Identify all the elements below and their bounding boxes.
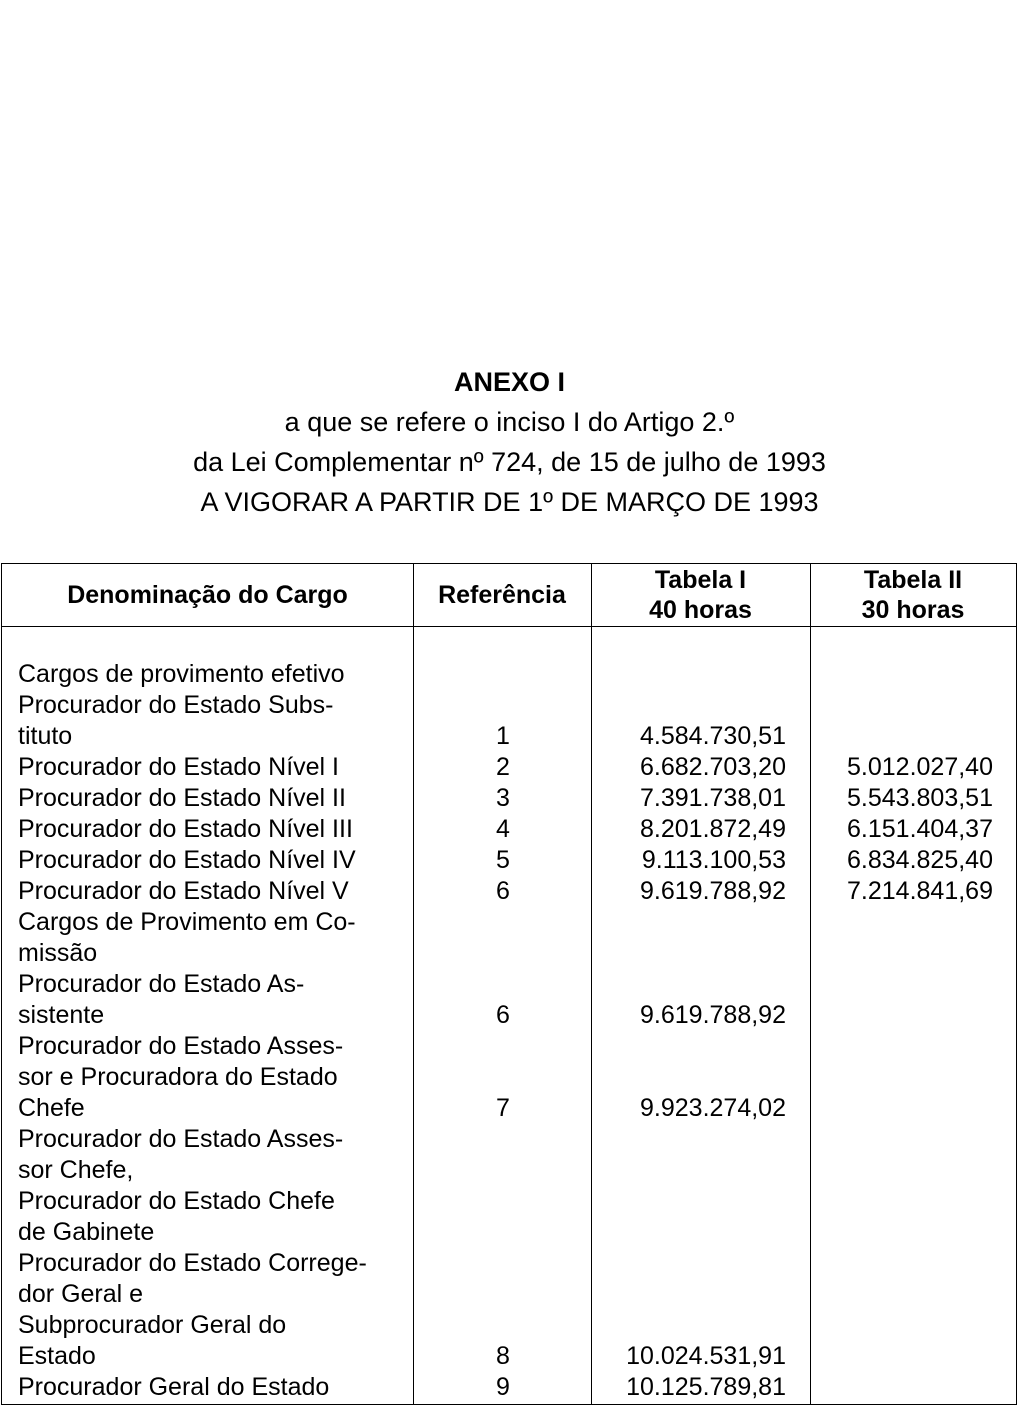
table-row (2, 1062, 1016, 1093)
header-tabela-1 (591, 564, 810, 626)
tabela-1-value: 9.113.100,53 (641, 846, 786, 874)
table-row (2, 721, 1016, 752)
cargo-name: Estado (18, 1342, 96, 1370)
cargo-name: Cargos de Provimento em Co- (18, 908, 356, 936)
referencia-value: 9 (496, 1373, 510, 1401)
header-referencia: Referência (438, 581, 566, 609)
cargo-name: Procurador do Estado Chefe (18, 1187, 335, 1215)
table-row (2, 876, 1016, 907)
referencia-value: 3 (496, 784, 510, 812)
salary-table (1, 563, 1017, 1405)
cargo-name: sor Chefe, (18, 1156, 134, 1184)
cargo-name: tituto (18, 722, 73, 750)
table-row (2, 1217, 1016, 1248)
table-row (2, 1341, 1016, 1372)
table-row (2, 1093, 1016, 1124)
document-heading (0, 362, 1019, 522)
tabela-1-value: 4.584.730,51 (640, 722, 786, 750)
tabela-1-value: 7.391.738,01 (640, 784, 786, 812)
heading-line-1: a que se refere o inciso I do Artigo 2.º (284, 407, 735, 437)
cargo-name: Subprocurador Geral do (18, 1311, 287, 1339)
referencia-value: 8 (496, 1342, 510, 1370)
header-divider (2, 626, 1016, 627)
heading-line-2: da Lei Complementar nº 724, de 15 de julho de 1993 (193, 447, 826, 477)
cargo-name: Procurador do Estado Subs- (18, 691, 334, 719)
cargo-name: de Gabinete (18, 1218, 155, 1246)
cargo-name: Procurador do Estado Nível IV (18, 846, 356, 874)
annex-title: ANEXO I (453, 367, 566, 397)
table-row (2, 969, 1016, 1000)
cargo-name: dor Geral e (18, 1280, 144, 1308)
referencia-value: 4 (496, 815, 510, 843)
referencia-value: 2 (496, 753, 510, 781)
cargo-name: Chefe (18, 1094, 85, 1122)
table-row (2, 1248, 1016, 1279)
cargo-name: Procurador do Estado As- (18, 970, 305, 998)
table-row (2, 659, 1016, 690)
tabela-1-value: 8.201.872,49 (640, 815, 786, 843)
heading-line-3: A VIGORAR A PARTIR DE 1º DE MARÇO DE 1993 (200, 487, 819, 517)
table-row (2, 1372, 1016, 1403)
header-tabela-1-hours: 40 horas (649, 596, 752, 624)
header-tabela-1-title: Tabela I (654, 566, 747, 594)
cargo-name: Procurador do Estado Correge- (18, 1249, 367, 1277)
tabela-2-value: 5.012.027,40 (847, 753, 993, 781)
table-row (2, 690, 1016, 721)
table-row (2, 1000, 1016, 1031)
cargo-name: Procurador do Estado Nível II (18, 784, 346, 812)
header-cargo: Denominação do Cargo (67, 581, 348, 609)
cargo-name: sistente (18, 1001, 105, 1029)
tabela-2-value: 7.214.841,69 (847, 877, 993, 905)
table-row (2, 1031, 1016, 1062)
cargo-name: sor e Procuradora do Estado (18, 1063, 338, 1091)
table-row (2, 1155, 1016, 1186)
cargo-name: Procurador do Estado Asses- (18, 1125, 344, 1153)
tabela-1-value: 10.024.531,91 (626, 1342, 786, 1370)
table-row (2, 752, 1016, 783)
tabela-1-value: 9.619.788,92 (640, 877, 786, 905)
tabela-1-value: 6.682.703,20 (640, 753, 786, 781)
table-row (2, 845, 1016, 876)
cargo-name: Procurador do Estado Nível V (18, 877, 349, 905)
cargo-name: Procurador do Estado Nível III (18, 815, 353, 843)
tabela-1-value: 9.923.274,02 (640, 1094, 786, 1122)
table-row (2, 814, 1016, 845)
cargo-name: Procurador do Estado Asses- (18, 1032, 344, 1060)
header-tabela-2-title: Tabela II (863, 566, 963, 594)
referencia-value: 1 (496, 722, 510, 750)
cargo-name: Procurador Geral do Estado (18, 1373, 330, 1401)
tabela-2-value: 6.151.404,37 (847, 815, 993, 843)
table-row (2, 1279, 1016, 1310)
cargo-name: missão (18, 939, 98, 967)
header-tabela-2-hours: 30 horas (861, 596, 965, 624)
table-row (2, 907, 1016, 938)
table-row (2, 1186, 1016, 1217)
tabela-2-value: 6.834.825,40 (847, 846, 993, 874)
table-row (2, 938, 1016, 969)
referencia-value: 7 (496, 1094, 510, 1122)
cargo-name: Procurador do Estado Nível I (18, 753, 339, 781)
table-row (2, 1310, 1016, 1341)
header-tabela-2 (810, 564, 1016, 626)
referencia-value: 5 (496, 846, 510, 874)
referencia-value: 6 (496, 1001, 510, 1029)
referencia-value: 6 (496, 877, 510, 905)
cargo-name: Cargos de provimento efetivo (18, 660, 345, 688)
table-row (2, 1124, 1016, 1155)
table-body (2, 659, 1016, 1403)
table-row (2, 783, 1016, 814)
tabela-2-value: 5.543.803,51 (847, 784, 993, 812)
tabela-1-value: 9.619.788,92 (640, 1001, 786, 1029)
tabela-1-value: 10.125.789,81 (626, 1373, 786, 1401)
